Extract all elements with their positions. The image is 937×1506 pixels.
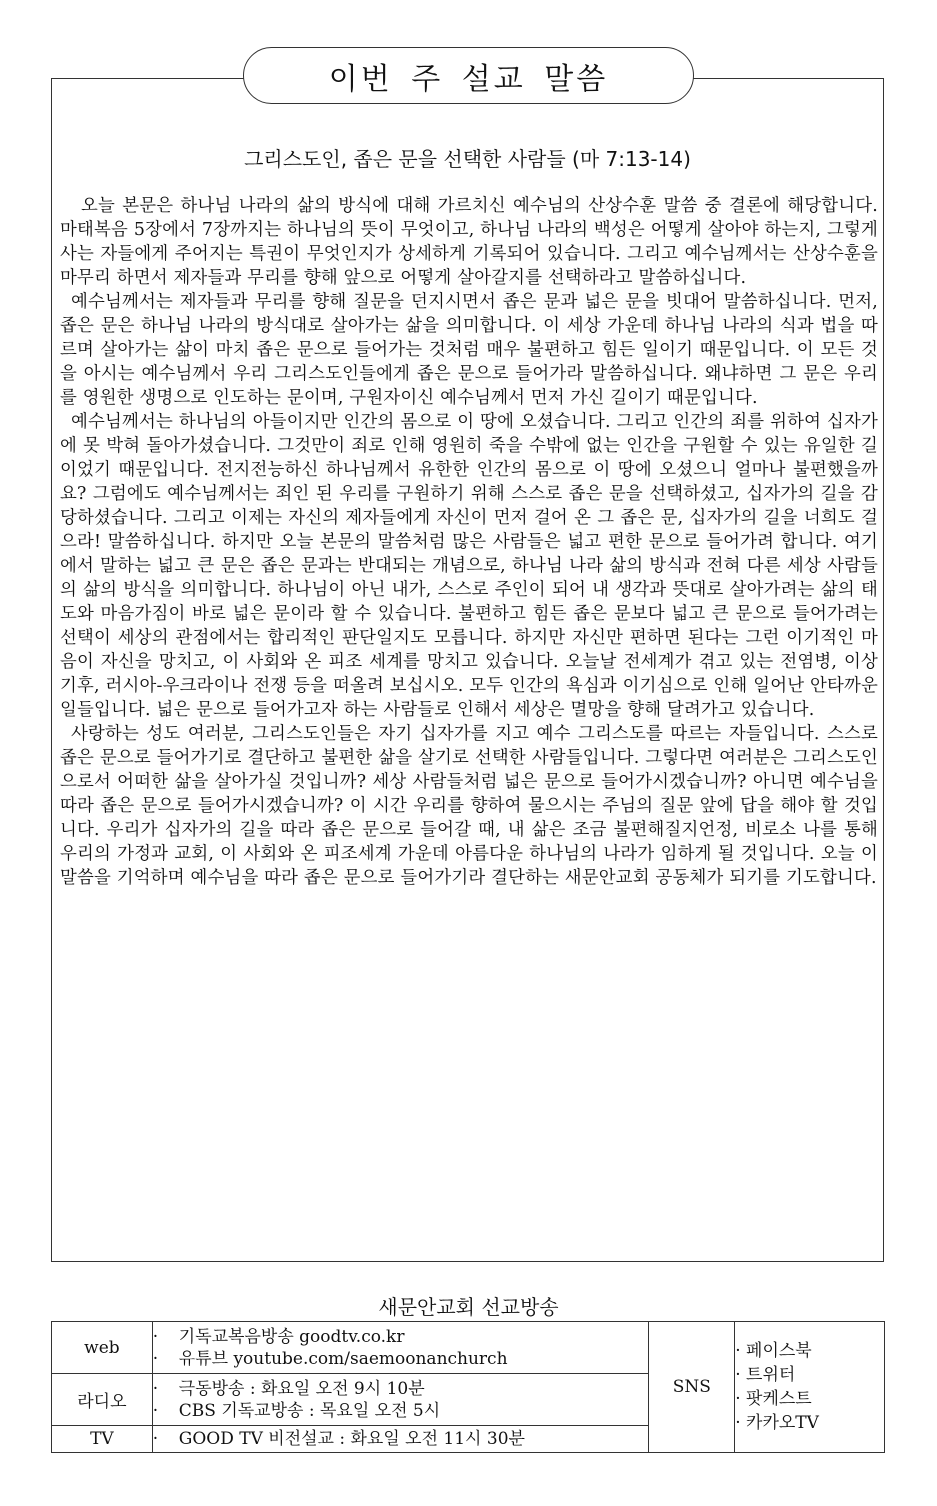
web-item-1: · 기독교복음방송 goodtv.co.kr xyxy=(152,1326,405,1347)
sermon-heading: 그리스도인, 좁은 문을 선택한 사람들 (마 7:13-14) xyxy=(244,147,691,171)
tv-label: TV xyxy=(52,1426,153,1453)
web-label: web xyxy=(52,1322,153,1374)
sermon-paragraph-4: 사랑하는 성도 여러분, 그리스도인들은 자기 십자가를 지고 예수 그리스도를 따르는 자들입니다. 스스로 좁은 문으로 들어가기로 결단하고 불편한 삶을 살기로 선택한 사람들입니다. 그렇다면 여러분은 그리스도인으로서 어떠한 삶을 살아가실 것입니까? 세상 사람들처럼 넓은 문으로 들어가시겠습니까? 아니면 예수님을 따라 좁은 문으로 들어가시겠습니까? 이 시간 우리를 향하여 물으시는 주님의 질문 앞에 답을 해야 할 것입니다. 우리가 십자가의 길을 따라 좁은 문으로 들어갈 때, 내 삶은 조금 불편해질지언정, 비로소 나를 통해 우리의 가정과 교회, 이 사회와 온 피조세계 가운데 아름다운 하나님의 나라가 임하게 될 것입니다. 오늘 이 말씀을 기억하며 예수님을 따라 좁은 문으로 들어가기라 결단하는 새문안교회 공동체가 되기를 기도합니다. xyxy=(60,724,878,888)
sns-item-twitter: · 트위터 xyxy=(735,1365,796,1385)
sns-items xyxy=(735,1322,885,1453)
sermon-paragraph-1: 오늘 본문은 하나님 나라의 삶의 방식에 대해 가르치신 예수님의 산상수훈 말씀 중 결론에 해당합니다. 마태복음 5장에서 7장까지는 하나님의 뜻이 무엇이고, 하나님 나라의 백성은 어떻게 살아야 하는지, 그렇게 사는 자들에게 주어지는 특권이 무엇인지가 상세하게 기록되어 있습니다. 그리고 예수님께서는 산상수훈을 마무리 하면서 제자들과 무리를 향해 앞으로 어떻게 살아갈지를 선택하라고 말씀하십니다. xyxy=(60,196,878,288)
page-title: 이번 주 설교 말씀 xyxy=(243,47,694,104)
sns-item-podcast: · 팟케스트 xyxy=(735,1389,812,1409)
sermon-paragraph-2: 예수님께서는 제자들과 무리를 향해 질문을 던지시면서 좁은 문과 넓은 문을 빗대어 말씀하십니다. 먼저, 좁은 문은 하나님 나라의 방식대로 살아가는 삶을 의미합니다. 이 세상 가운데 하나님 나라의 식과 법을 따르며 살아가는 삶이 마치 좁은 문으로 들어가는 것처럼 매우 불편하고 힘든 일이기 때문입니다. 이 모든 것을 아시는 예수님께서 우리 그리스도인들에게 좁은 문으로 들어가라 말씀하십니다. 왜냐하면 그 문은 우리를 영원한 생명으로 인도하는 문이며, 구원자이신 예수님께서 먼저 가신 길이기 때문입니다. xyxy=(60,292,878,408)
broadcast-table xyxy=(51,1321,885,1453)
sermon-body xyxy=(60,194,878,890)
web-item-2: · 유튜브 youtube.com/saemoonanchurch xyxy=(152,1348,508,1369)
radio-label: 라디오 xyxy=(52,1374,153,1426)
sns-item-facebook: · 페이스북 xyxy=(735,1341,812,1361)
sns-label: SNS xyxy=(649,1322,735,1453)
sermon-paragraph-3: 예수님께서는 하나님의 아들이지만 인간의 몸으로 이 땅에 오셨습니다. 그리고 인간의 죄를 위하여 십자가에 못 박혀 돌아가셨습니다. 그것만이 죄로 인해 영원히 죽을 수밖에 없는 인간을 구원할 수 있는 유일한 길이었기 때문입니다. 전지전능하신 하나님께서 유한한 인간의 몸으로 이 땅에 오셨으니 얼마나 불편했을까요? 그럼에도 예수님께서는 죄인 된 우리를 구원하기 위해 스스로 좁은 문을 선택하셨고, 십자가의 길을 감당하셨습니다. 그리고 이제는 자신의 제자들에게 자신이 먼저 걸어 온 그 좁은 문, 십자가의 길을 너희도 걸으라! 말씀하십니다. 하지만 오늘 본문의 말씀처럼 많은 사람들은 넓고 편한 문으로 들어가려 합니다. 여기에서 말하는 넓고 큰 문은 좁은 문과는 반대되는 개념으로, 하나님 나라 삶의 방식과 전혀 다른 세상 사람들의 삶의 방식을 의미합니다. 하나님이 아닌 내가, 스스로 주인이 되어 내 생각과 뜻대로 살아가려는 삶의 태도와 마음가짐이 바로 넓은 문이라 할 수 있습니다. 불편하고 힘든 좁은 문보다 넓고 큰 문으로 들어가려는 선택이 세상의 관점에서는 합리적인 판단일지도 모릅니다. 하지만 자신만 편하면 된다는 그런 이기적인 마음이 자신을 망치고, 이 사회와 온 피조 세계를 망치고 있습니다. 오늘날 전세계가 겪고 있는 전염병, 이상 기후, 러시아-우크라이나 전쟁 등을 떠올려 보십시오. 모두 인간의 욕심과 이기심으로 인해 일어난 안타까운 일들입니다. 넓은 문으로 들어가고자 하는 사람들로 인해서 세상은 멸망을 향해 달려가고 있습니다. xyxy=(60,412,878,720)
tv-item-1: · GOOD TV 비전설교 : 화요일 오전 11시 30분 xyxy=(152,1429,525,1450)
radio-items xyxy=(152,1374,649,1426)
radio-item-1: · 극동방송 : 화요일 오전 9시 10분 xyxy=(152,1378,425,1399)
broadcast-heading: 새문안교회 선교방송 xyxy=(378,1295,559,1319)
web-items xyxy=(152,1322,649,1374)
broadcast-row-web xyxy=(52,1322,885,1374)
sns-item-kakaotv: · 카카오TV xyxy=(735,1413,819,1433)
radio-item-2: · CBS 기독교방송 : 목요일 오전 5시 xyxy=(152,1400,441,1421)
tv-items xyxy=(152,1426,649,1453)
